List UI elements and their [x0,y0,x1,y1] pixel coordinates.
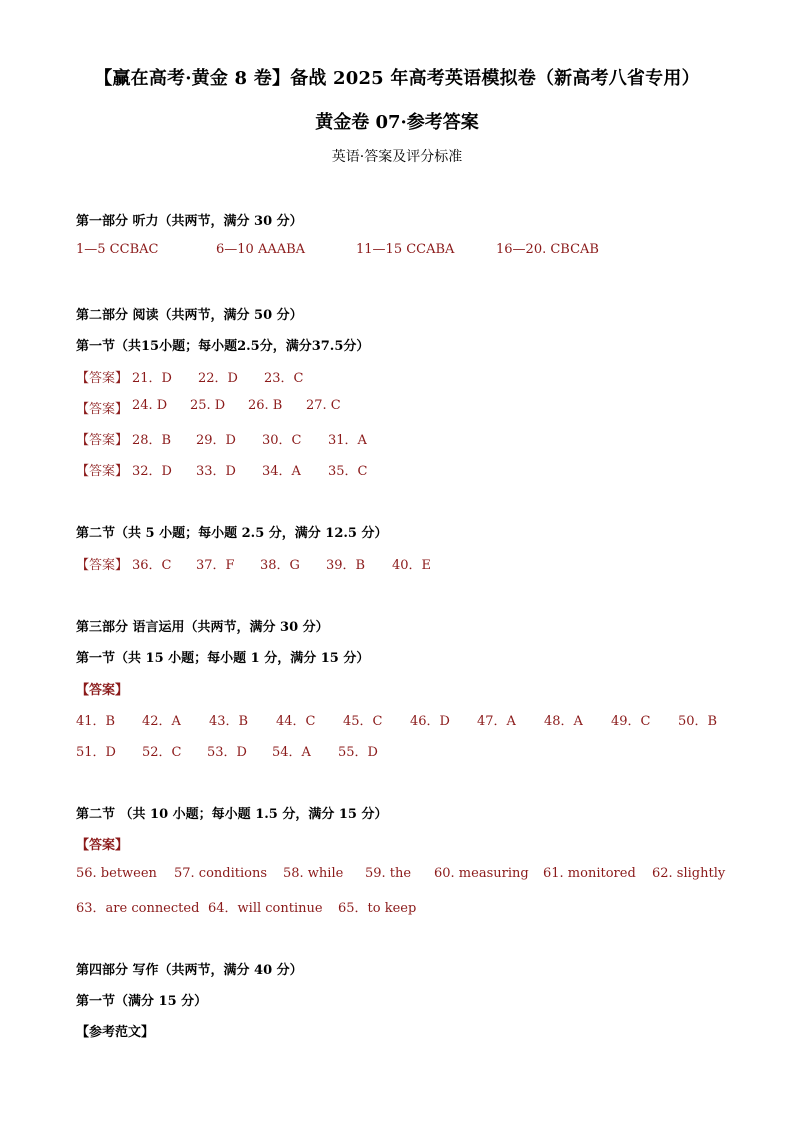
answer-item: 21．D [132,371,172,386]
answer-item: 32．D [132,464,172,479]
answer-item: 54．A [272,745,311,760]
answer-item: 38．G [260,558,300,573]
part3-heading: 第三部分 语言运用（共两节，满分 30 分） [76,620,329,635]
answer-item: 48．A [544,714,583,729]
answer-tag: 【答案】 [76,371,129,386]
answer-item: 35．C [328,464,368,479]
answer-item: 45．C [343,714,383,729]
answer-tag: 【答案】 [76,402,129,417]
part4-heading: 第四部分 写作（共两节，满分 40 分） [76,963,303,978]
part3-section2-heading: 第二节 （共 10 小题；每小题 1.5 分，满分 15 分） [76,807,388,822]
answer-group: 11—15 CCABA [356,242,455,257]
answer-group: 1—5 CCBAC [76,242,159,257]
answer-item: 40．E [392,558,432,573]
answer-item: 52．C [142,745,182,760]
answer-item: 59. the [365,866,412,881]
answer-tag: 【答案】 [76,683,129,698]
answer-item: 51．D [76,745,116,760]
answer-item: 61. monitored [543,866,636,881]
part2-heading: 第二部分 阅读（共两节，满分 50 分） [76,308,303,323]
answer-item: 56. between [76,866,157,881]
answer-item: 42．A [142,714,181,729]
page-subtitle: 黄金卷 07·参考答案 [315,112,479,133]
answer-item: 53．D [207,745,247,760]
answer-item: 36．C [132,558,172,573]
part2-section2-heading: 第二节（共 5 小题；每小题 2.5 分，满分 12.5 分） [76,526,388,541]
reference-essay-tag: 【参考范文】 [76,1025,155,1040]
answer-item: 27. C [306,398,341,413]
answer-item: 33．D [196,464,236,479]
answer-item: 24. D [132,398,168,413]
answer-tag: 【答案】 [76,464,129,479]
answer-item: 55．D [338,745,378,760]
answer-item: 50．B [678,714,718,729]
answer-item: 49．C [611,714,651,729]
answer-item: 47．A [477,714,516,729]
answer-item: 62. slightly [652,866,726,881]
answer-item: 43．B [209,714,249,729]
page-title: 【赢在高考·黄金 8 卷】备战 2025 年高考英语模拟卷（新高考八省专用） [94,68,700,89]
answer-item: 58. while [283,866,344,881]
answer-item: 60. measuring [434,866,529,881]
part3-section1-heading: 第一节（共 15 小题；每小题 1 分，满分 15 分） [76,651,370,666]
answer-item: 34．A [262,464,301,479]
part1-heading: 第一部分 听力（共两节，满分 30 分） [76,214,303,229]
answer-tag: 【答案】 [76,433,129,448]
answer-item: 63．are connected [76,901,200,916]
answer-group: 16—20. CBCAB [496,242,599,257]
page-caption: 英语·答案及评分标准 [331,149,463,165]
answer-item: 39．B [326,558,366,573]
answer-item: 29．D [196,433,236,448]
answer-item: 46．D [410,714,450,729]
answer-item: 23．C [264,371,304,386]
answer-item: 31．A [328,433,367,448]
answer-item: 28．B [132,433,172,448]
answer-item: 65．to keep [338,901,417,916]
answer-item: 37．F [196,558,235,573]
part4-section1-heading: 第一节（满分 15 分） [76,994,208,1009]
answer-item: 57. conditions [174,866,268,881]
answer-item: 44．C [276,714,316,729]
answer-item: 22．D [198,371,238,386]
answer-item: 25. D [190,398,226,413]
answer-item: 26. B [248,398,283,413]
answer-item: 41．B [76,714,116,729]
answer-group: 6—10 AAABA [216,242,306,257]
answer-item: 30．C [262,433,302,448]
answer-tag: 【答案】 [76,838,129,853]
part2-section1-heading: 第一节（共15小题；每小题2.5分，满分37.5分） [76,339,370,354]
answer-item: 64．will continue [208,901,323,916]
answer-tag: 【答案】 [76,558,129,573]
